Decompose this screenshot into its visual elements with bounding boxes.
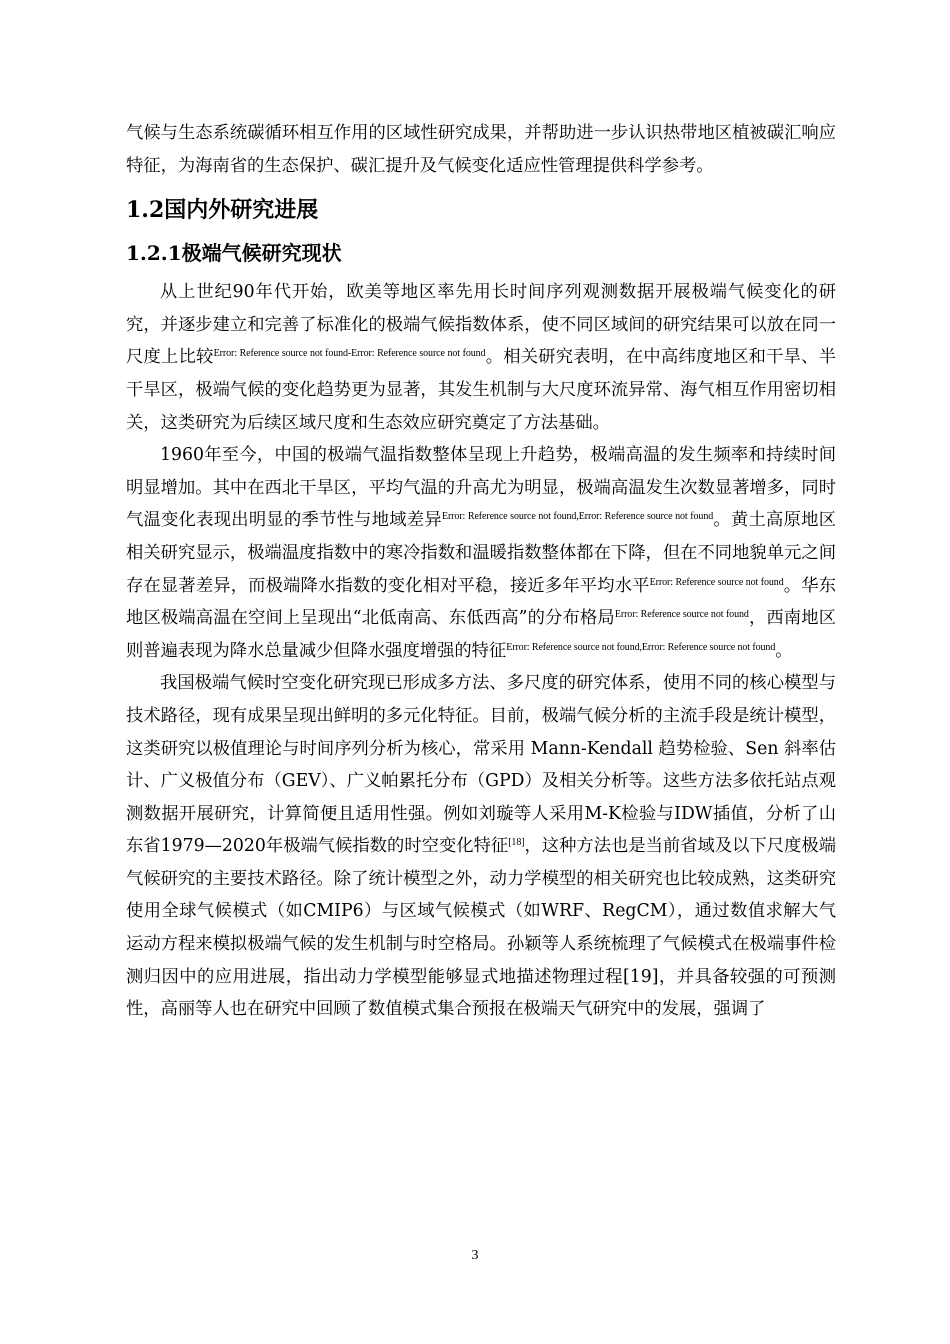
paragraph-text: 。 (775, 640, 793, 661)
citation-reference[interactable]: Error: Reference source not found (649, 576, 784, 588)
citation-reference[interactable]: Error: Reference source not found-Error: Reference source not found (213, 348, 486, 360)
section-heading: 1.2国内外研究进展 (126, 197, 319, 224)
paragraph-text: 。黄土高原地区相关研究显示，极端温度指数中的寒冷指数和温暖指数整体都在下降，但在不同地貌单元之间存在显著差异，而极端降水指数的变化相对平稳，接近多年平均水平 (126, 510, 836, 596)
paragraph-2 (126, 439, 836, 667)
paragraph-text: 。相关研究表明，在中高纬度地区和干旱、半干旱区，极端气候的变化趋势更为显著，其发生机制与大尺度环流异常、海气相互作用密切相关，这类研究为后续区域尺度和生态效应研究奠定了方法基础。 (126, 347, 836, 433)
paragraph-text: ，西南地区则普遍表现为降水总量减少但降水强度增强的特征 (126, 608, 836, 661)
paragraph-text: 1960年至今，中国的极端气温指数整体呈现上升趋势，极端高温的发生频率和持续时间明显增加。其中在西北干旱区，平均气温的升高尤为明显，极端高温发生次数显著增多，同时气温变化表现出明显的季节性与地域差异 (126, 445, 836, 531)
citation-reference[interactable]: [18] (508, 837, 525, 849)
paragraph-1 (126, 276, 836, 439)
citation-reference[interactable]: Error: Reference source not found (614, 609, 749, 621)
paragraph-text: 我国极端气候时空变化研究现已形成多方法、多尺度的研究体系，使用不同的核心模型与技术路径，现有成果呈现出鲜明的多元化特征。目前，极端气候分析的主流手段是统计模型，这类研究以极值理论与时间序列分析为核心，常采用 Mann-Kendall 趋势检验、Sen 斜率估计、广义极值分布（GEV）、广义帕累托分布（GPD）及相关分析等。这些方法多依托站点观测数据开展研究，计算简便且适用性强。例如刘璇等人采用M-K检验与IDW插值，分析了山东省1979—2020年极端气候指数的时空变化特征 (126, 673, 836, 857)
page-number: 3 (471, 1248, 479, 1263)
paragraph-text: 从上世纪90年代开始，欧美等地区率先用长时间序列观测数据开展极端气候变化的研究，并逐步建立和完善了标准化的极端气候指数体系，使不同区域间的研究结果可以放在同一尺度上比较 (126, 282, 836, 368)
paragraph-text: 。华东地区极端高温在空间上呈现出“北低南高、东低西高”的分布格局 (126, 575, 836, 629)
paragraph-intro-end: 气候与生态系统碳循环相互作用的区域性研究成果，并帮助进一步认识热带地区植被碳汇响应特征，为海南省的生态保护、碳汇提升及气候变化适应性管理提供科学参考。 (126, 123, 836, 176)
paragraph-3 (126, 667, 836, 1026)
paragraph-text: ，这种方法也是当前省域及以下尺度极端气候研究的主要技术路径。除了统计模型之外，动力学模型的相关研究也比较成熟，这类研究使用全球气候模式（如CMIP6）与区域气候模式（如WRF、RegCM），通过数值求解大气运动方程来模拟极端气候的发生机制与时空格局。孙颖等人系统梳理了气候模式在极端事件检测归因中的应用进展，指出动力学模型能够显式地描述物理过程[19]，并具备较强的可预测性，高丽等人也在研究中回顾了数值模式集合预报在极端天气研究中的发展，强调了 (126, 836, 836, 1020)
citation-reference[interactable]: Error: Reference source not found,Error: Reference source not found (441, 511, 714, 523)
page-content (126, 117, 836, 1026)
citation-reference[interactable]: Error: Reference source not found,Error: Reference source not found (506, 641, 776, 653)
subsection-heading: 1.2.1极端气候研究现状 (126, 241, 342, 266)
